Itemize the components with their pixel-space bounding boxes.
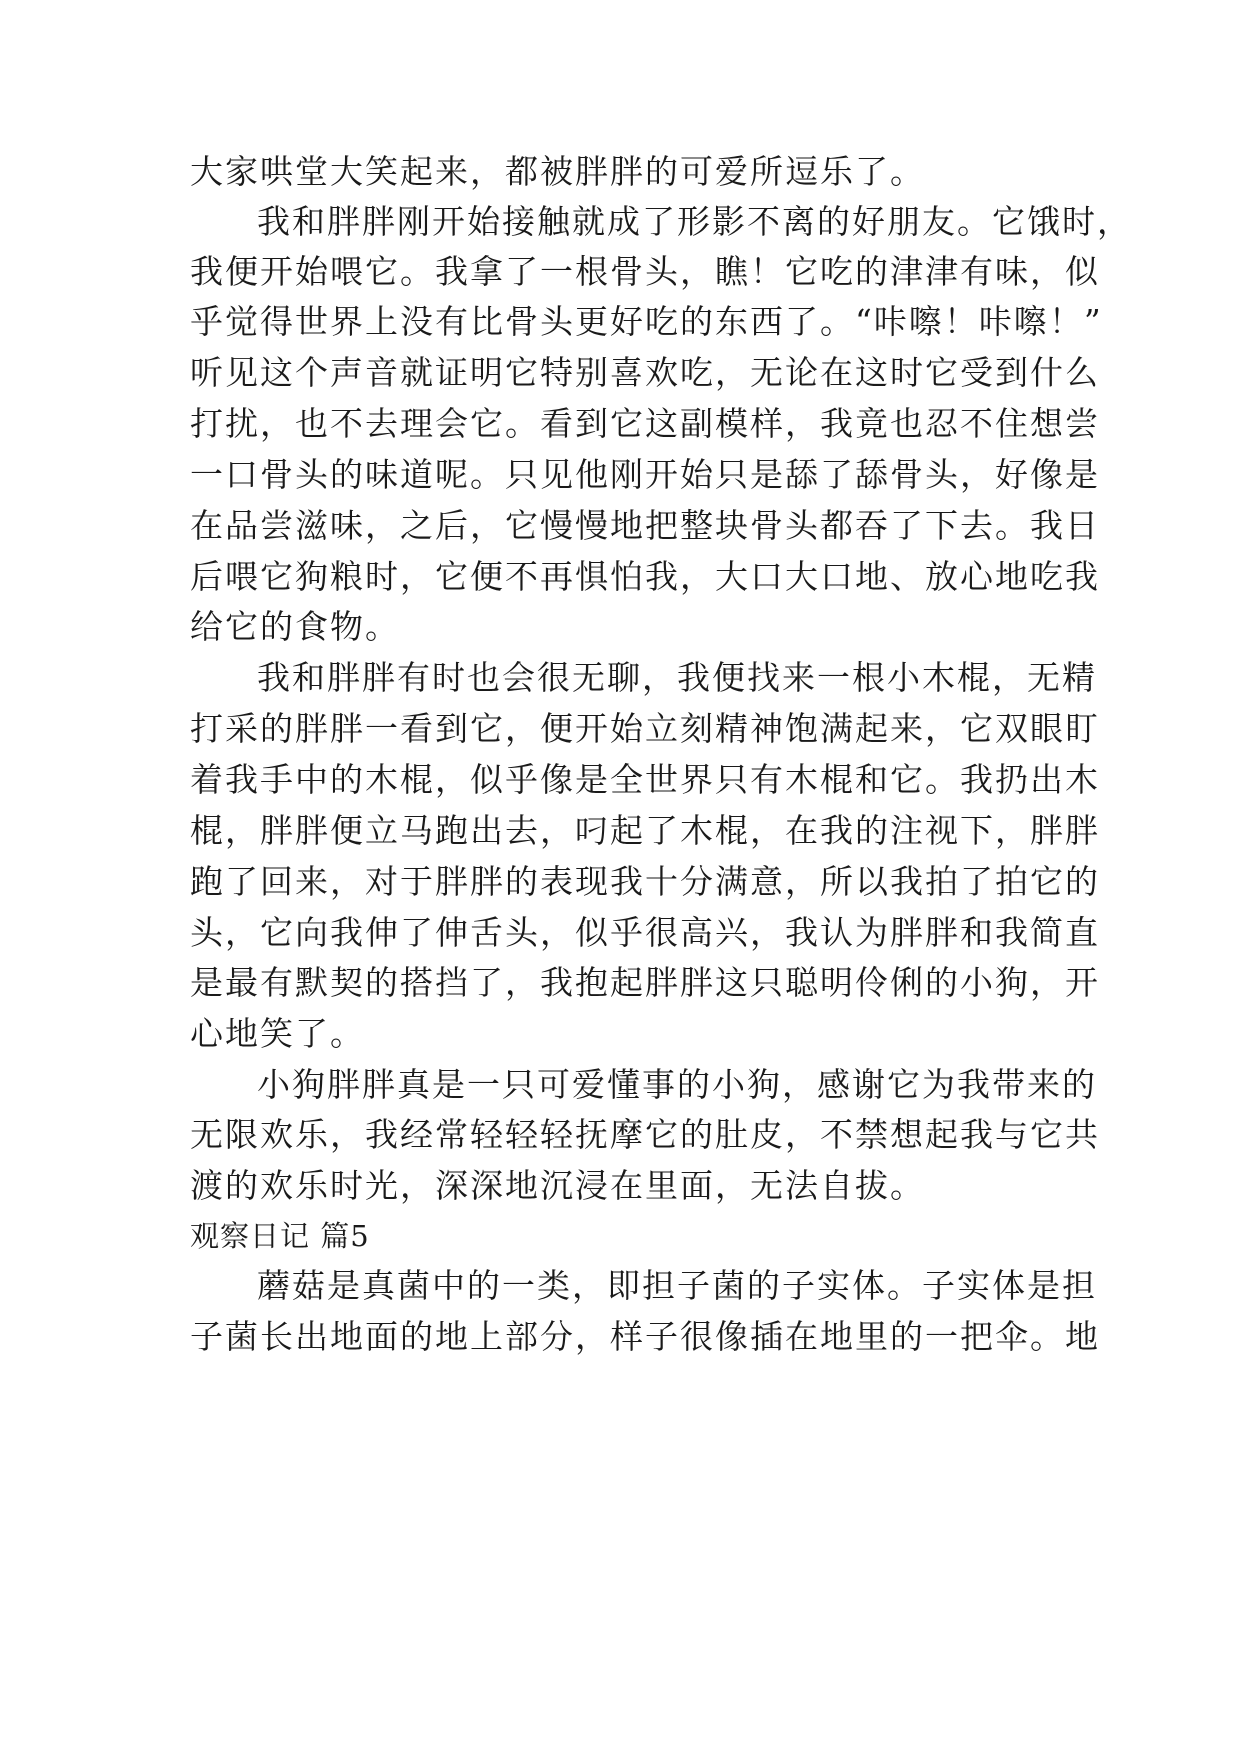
section-heading: 观察日记 篇5 <box>190 1219 370 1253</box>
paragraph-3-line-4: 棍，胖胖便立马跑出去，叼起了木棍，在我的注视下，胖胖 <box>190 811 1100 850</box>
paragraph-3-line-6: 头，它向我伸了伸舌头，似乎很高兴，我认为胖胖和我简直 <box>190 913 1100 952</box>
paragraph-2-line-1: 我和胖胖刚开始接触就成了形影不离的好朋友。它饿时， <box>257 202 1132 241</box>
paragraph-3-line-8: 心地笑了。 <box>190 1014 365 1053</box>
paragraph-2-line-2: 我便开始喂它。我拿了一根骨头，瞧！它吃的津津有味，似 <box>190 252 1100 291</box>
section-paragraph-line-1: 蘑菇是真菌中的一类，即担子菌的子实体。子实体是担 <box>257 1266 1097 1305</box>
paragraph-4-line-1: 小狗胖胖真是一只可爱懂事的小狗，感谢它为我带来的 <box>257 1065 1097 1104</box>
paragraph-1-line-1: 大家哄堂大笑起来，都被胖胖的可爱所逗乐了。 <box>190 152 925 191</box>
paragraph-3-line-5: 跑了回来，对于胖胖的表现我十分满意，所以我拍了拍它的 <box>190 862 1100 901</box>
paragraph-2-line-6: 一口骨头的味道呢。只见他刚开始只是舔了舔骨头，好像是 <box>190 455 1100 494</box>
paragraph-2-line-9: 给它的食物。 <box>190 607 400 646</box>
paragraph-2-line-3: 乎觉得世界上没有比骨头更好吃的东西了。“咔嚓！咔嚓！” <box>190 302 1103 341</box>
paragraph-3-line-3: 着我手中的木棍，似乎像是全世界只有木棍和它。我扔出木 <box>190 760 1100 799</box>
paragraph-2-line-4: 听见这个声音就证明它特别喜欢吃，无论在这时它受到什么 <box>190 353 1100 392</box>
paragraph-2-line-5: 打扰，也不去理会它。看到它这副模样，我竟也忍不住想尝 <box>190 404 1100 443</box>
paragraph-2-line-7: 在品尝滋味，之后，它慢慢地把整块骨头都吞了下去。我日 <box>190 506 1100 545</box>
paragraph-3-line-1: 我和胖胖有时也会很无聊，我便找来一根小木棍，无精 <box>257 658 1097 697</box>
paragraph-4-line-2: 无限欢乐，我经常轻轻轻抚摩它的肚皮，不禁想起我与它共 <box>190 1115 1100 1154</box>
paragraph-4-line-3: 渡的欢乐时光，深深地沉浸在里面，无法自拔。 <box>190 1166 925 1205</box>
paragraph-3-line-2: 打采的胖胖一看到它，便开始立刻精神饱满起来，它双眼盯 <box>190 709 1100 748</box>
paragraph-3-line-7: 是最有默契的搭挡了，我抱起胖胖这只聪明伶俐的小狗，开 <box>190 963 1100 1002</box>
paragraph-2-line-8: 后喂它狗粮时，它便不再惧怕我，大口大口地、放心地吃我 <box>190 557 1100 596</box>
section-paragraph-line-2: 子菌长出地面的地上部分，样子很像插在地里的一把伞。地 <box>190 1317 1100 1356</box>
